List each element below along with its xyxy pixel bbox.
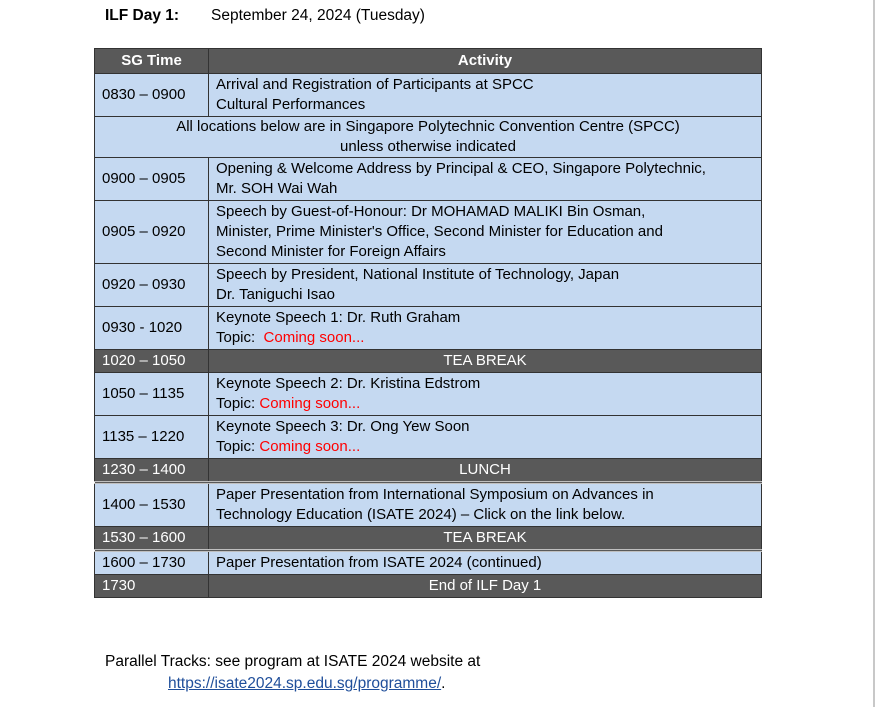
topic-label: Topic: xyxy=(216,329,256,346)
activity-line: Cultural Performances xyxy=(216,96,366,113)
col-header-activity: Activity xyxy=(209,49,762,74)
activity-line: Minister, Prime Minister's Office, Second Minister for Education and xyxy=(216,223,663,240)
activity-line: Speech by Guest-of-Honour: Dr MOHAMAD MALIKI Bin Osman, xyxy=(216,203,646,220)
footer-text: Parallel Tracks: see program at ISATE 2024 website at xyxy=(105,653,481,670)
location-note xyxy=(95,117,762,158)
day-label: ILF Day 1: xyxy=(105,7,180,24)
row-activity xyxy=(209,74,762,117)
activity-line: Speech by President, National Institute of Technology, Japan xyxy=(216,266,620,283)
row-time: 0900 – 0905 xyxy=(95,158,209,201)
topic-value: Coming soon... xyxy=(259,438,361,455)
footer-trailing: . xyxy=(441,675,446,692)
row-time: 0920 – 0930 xyxy=(95,264,209,307)
row-time: 1400 – 1530 xyxy=(95,483,209,527)
table-row xyxy=(95,483,762,527)
topic-label: Topic: xyxy=(216,438,256,455)
topic-line xyxy=(216,437,754,457)
note-line: unless otherwise indicated xyxy=(340,138,516,155)
row-activity xyxy=(209,201,762,264)
row-activity: LUNCH xyxy=(209,459,762,483)
row-activity xyxy=(209,416,762,459)
note-line: All locations below are in Singapore Polytechnic Convention Centre (SPCC) xyxy=(176,118,680,135)
activity-line: Arrival and Registration of Participants at SPCC xyxy=(216,76,534,93)
row-time: 0830 – 0900 xyxy=(95,74,209,117)
parallel-tracks-note xyxy=(105,651,480,695)
table-row xyxy=(95,307,762,350)
schedule-table xyxy=(94,48,762,598)
table-row xyxy=(95,373,762,416)
topic-value: Coming soon... xyxy=(263,329,365,346)
table-header-row xyxy=(95,49,762,74)
topic-line xyxy=(216,328,754,348)
row-activity xyxy=(209,483,762,527)
row-activity xyxy=(209,264,762,307)
activity-line: Paper Presentation from International Symposium on Advances in xyxy=(216,486,654,503)
row-activity xyxy=(209,158,762,201)
row-time: 1135 – 1220 xyxy=(95,416,209,459)
table-row xyxy=(95,551,762,575)
table-row xyxy=(95,416,762,459)
row-time: 1020 – 1050 xyxy=(95,350,209,373)
row-time: 1050 – 1135 xyxy=(95,373,209,416)
topic-label: Topic: xyxy=(216,395,256,412)
col-header-time: SG Time xyxy=(95,49,209,74)
table-row-break xyxy=(95,575,762,598)
row-time: 0930 - 1020 xyxy=(95,307,209,350)
row-activity: TEA BREAK xyxy=(209,527,762,551)
row-time: 1730 xyxy=(95,575,209,598)
row-activity xyxy=(209,307,762,350)
activity-line: Keynote Speech 2: Dr. Kristina Edstrom xyxy=(216,375,481,392)
activity-line: Second Minister for Foreign Affairs xyxy=(216,243,446,260)
activity-line: Paper Presentation from ISATE 2024 (continued) xyxy=(216,554,542,571)
activity-line: Dr. Taniguchi Isao xyxy=(216,286,335,303)
table-row xyxy=(95,158,762,201)
row-time: 1530 – 1600 xyxy=(95,527,209,551)
row-time: 1600 – 1730 xyxy=(95,551,209,575)
programme-link[interactable]: https://isate2024.sp.edu.sg/programme/ xyxy=(168,675,442,692)
topic-value: Coming soon... xyxy=(259,395,361,412)
day-date: September 24, 2024 (Tuesday) xyxy=(211,7,425,24)
row-time: 0905 – 0920 xyxy=(95,201,209,264)
row-activity xyxy=(209,551,762,575)
day-heading xyxy=(105,7,425,25)
row-activity xyxy=(209,373,762,416)
activity-line: Keynote Speech 1: Dr. Ruth Graham xyxy=(216,309,461,326)
activity-line: Keynote Speech 3: Dr. Ong Yew Soon xyxy=(216,418,470,435)
topic-line xyxy=(216,394,754,414)
activity-line: Mr. SOH Wai Wah xyxy=(216,180,338,197)
table-row-break xyxy=(95,527,762,551)
row-activity: End of ILF Day 1 xyxy=(209,575,762,598)
table-row-break xyxy=(95,350,762,373)
row-time: 1230 – 1400 xyxy=(95,459,209,483)
activity-line: Opening & Welcome Address by Principal & CEO, Singapore Polytechnic, xyxy=(216,160,706,177)
activity-line: Technology Education (ISATE 2024) – Click on the link below. xyxy=(216,506,626,523)
table-row xyxy=(95,74,762,117)
table-row xyxy=(95,201,762,264)
row-activity: TEA BREAK xyxy=(209,350,762,373)
table-row-break xyxy=(95,459,762,483)
table-row xyxy=(95,264,762,307)
table-row-location-note xyxy=(95,117,762,158)
